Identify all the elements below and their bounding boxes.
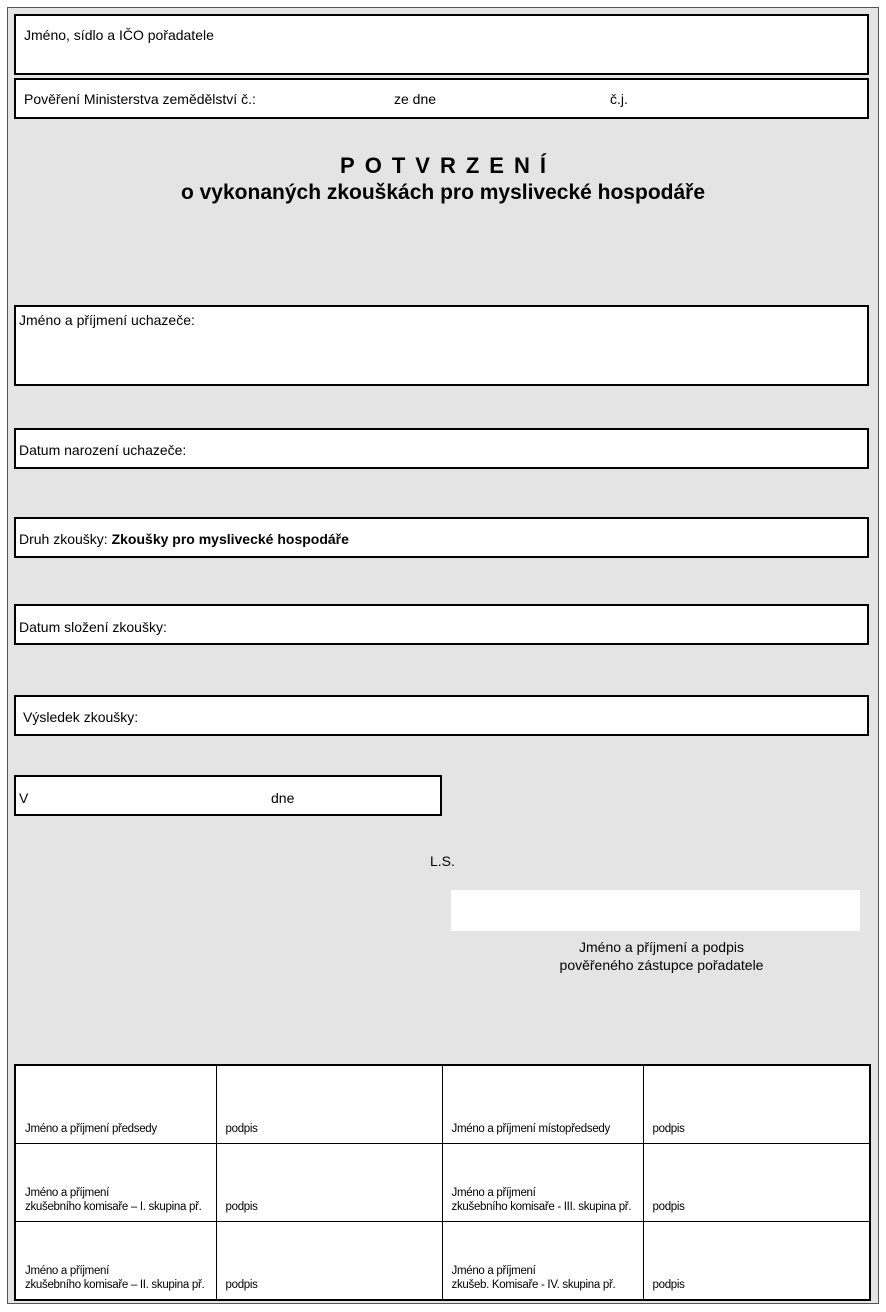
examiner-group-2-name-cell[interactable] bbox=[15, 1222, 216, 1301]
commission-table bbox=[14, 1064, 871, 1301]
signature-field[interactable] bbox=[451, 890, 860, 931]
examiner-group-1-signature-cell[interactable] bbox=[216, 1144, 442, 1222]
cell-line: zkušebního komisaře – I. skupina př. bbox=[25, 1201, 202, 1213]
cell-line: Jméno a příjmení bbox=[451, 1187, 536, 1199]
chair-name-cell[interactable] bbox=[15, 1065, 216, 1144]
examiner-group-3-name-cell[interactable] bbox=[442, 1144, 643, 1222]
cell-line: Jméno a příjmení bbox=[451, 1265, 536, 1277]
exam-type-field[interactable] bbox=[14, 517, 869, 558]
cell-line: zkušebního komisaře – II. skupina př. bbox=[25, 1279, 205, 1291]
place-date-field[interactable] bbox=[14, 775, 442, 816]
organizer-label: Jméno, sídlo a IČO pořadatele bbox=[24, 27, 214, 43]
document-subtitle: o vykonaných zkouškách pro myslivecké hospodáře bbox=[180, 181, 706, 204]
candidate-name-label: Jméno a příjmení uchazeče: bbox=[19, 312, 195, 328]
commission-row bbox=[15, 1144, 870, 1222]
exam-type-value: Zkoušky pro myslivecké hospodáře bbox=[111, 531, 349, 547]
cell-line: zkušeb. Komisaře - IV. skupina př. bbox=[451, 1279, 616, 1291]
vice-chair-signature-cell[interactable] bbox=[643, 1065, 870, 1144]
signature-caption-line2: pověřeného zástupce pořadatele bbox=[559, 957, 764, 973]
organizer-field[interactable] bbox=[14, 14, 869, 75]
cell-line: Jméno a příjmení bbox=[25, 1265, 110, 1277]
examiner-group-4-name-cell[interactable] bbox=[442, 1222, 643, 1301]
place-label: V bbox=[19, 790, 29, 806]
birthdate-field[interactable] bbox=[14, 428, 869, 469]
chair-signature-cell[interactable] bbox=[216, 1065, 442, 1144]
signature-caption bbox=[451, 938, 872, 974]
examiner-group-2-signature-cell[interactable] bbox=[216, 1222, 442, 1301]
authorization-date-label: ze dne bbox=[394, 91, 437, 107]
authorization-ref-label: č.j. bbox=[610, 91, 628, 107]
cell-line: zkušebního komisaře - III. skupina př. bbox=[451, 1201, 632, 1213]
stamp-mark: L.S. bbox=[430, 853, 455, 869]
exam-type-label: Druh zkoušky: bbox=[19, 531, 108, 547]
signature-caption-line1: Jméno a příjmení a podpis bbox=[579, 939, 744, 955]
examiner-group-4-signature-cell[interactable] bbox=[643, 1222, 870, 1301]
cell-line: podpis bbox=[225, 1279, 258, 1291]
exam-date-label: Datum složení zkoušky: bbox=[19, 619, 167, 635]
exam-date-field[interactable] bbox=[14, 604, 869, 645]
cell-line: Jméno a příjmení bbox=[25, 1187, 110, 1199]
result-label: Výsledek zkoušky: bbox=[23, 709, 139, 725]
cell-line: podpis bbox=[652, 1201, 685, 1213]
cell-line: Jméno a příjmení předsedy bbox=[25, 1123, 157, 1135]
place-date-label: dne bbox=[271, 790, 295, 806]
cell-line: Jméno a příjmení místopředsedy bbox=[451, 1123, 610, 1135]
authorization-number-label: Pověření Ministerstva zemědělství č.: bbox=[24, 91, 256, 107]
vice-chair-name-cell[interactable] bbox=[442, 1065, 643, 1144]
cell-line: podpis bbox=[225, 1201, 258, 1213]
exam-type-line bbox=[19, 531, 349, 547]
cell-line: podpis bbox=[652, 1123, 685, 1135]
commission-row bbox=[15, 1222, 870, 1301]
cell-line: podpis bbox=[652, 1279, 685, 1291]
cell-line: podpis bbox=[225, 1123, 258, 1135]
commission-row bbox=[15, 1065, 870, 1144]
candidate-name-field[interactable] bbox=[14, 305, 869, 386]
authorization-field[interactable] bbox=[14, 78, 869, 119]
result-field[interactable] bbox=[14, 695, 869, 736]
examiner-group-3-signature-cell[interactable] bbox=[643, 1144, 870, 1222]
document-title: POTVRZENÍ bbox=[340, 153, 556, 178]
examiner-group-1-name-cell[interactable] bbox=[15, 1144, 216, 1222]
birthdate-label: Datum narození uchazeče: bbox=[19, 442, 187, 458]
